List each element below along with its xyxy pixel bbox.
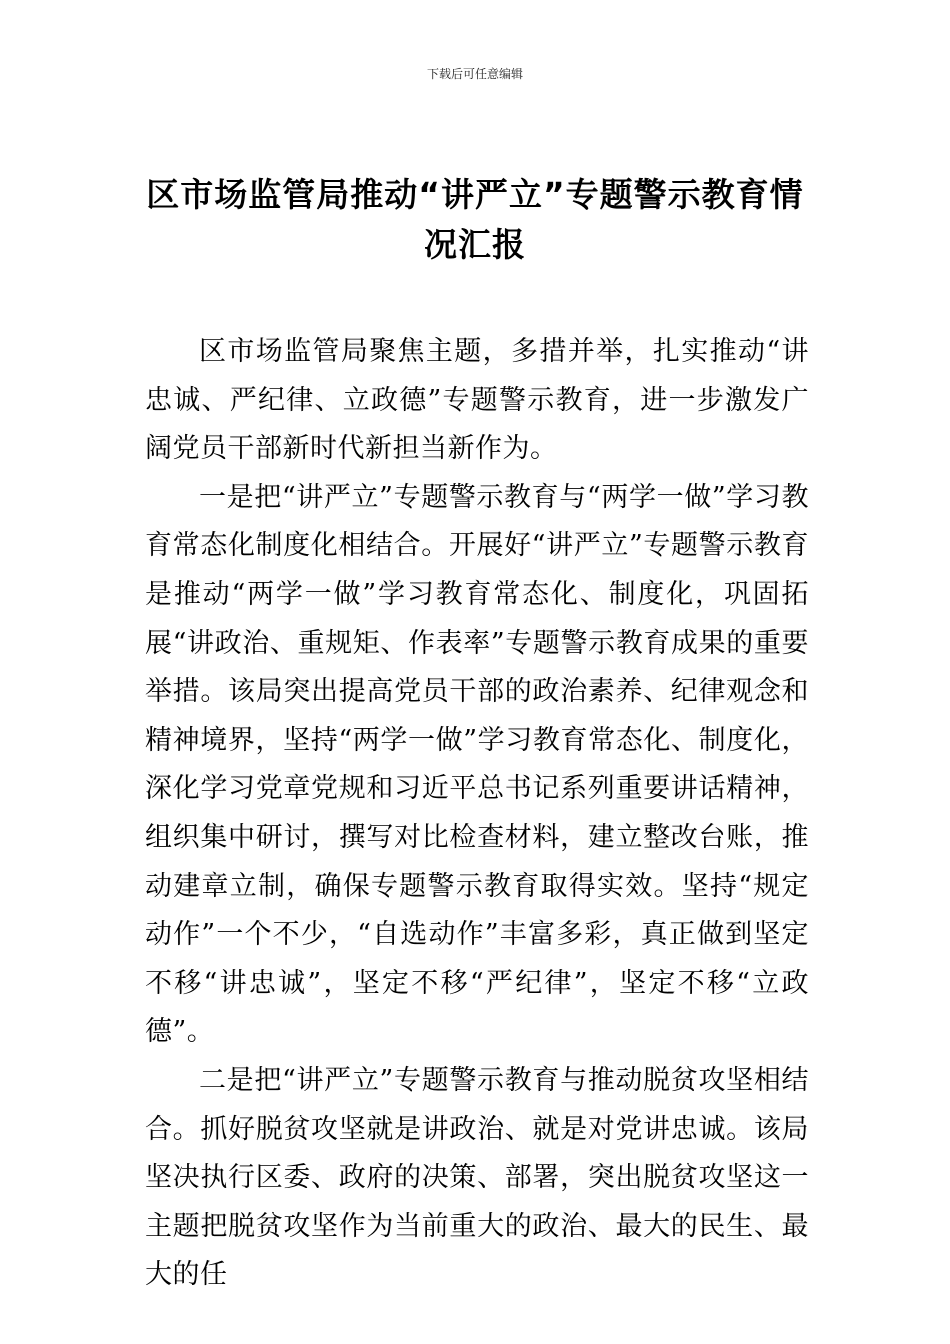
document-body [145, 328, 809, 1300]
body-paragraph-2: 一是把“讲严立”专题警示教育与“两学一做”学习教育常态化制度化相结合。开展好“讲严立”专题警示教育是推动“两学一做”学习教育常态化、制度化，巩固拓展“讲政治、重规矩、作表率”专题警示教育成果的重要举措。该局突出提高党员干部的政治素养、纪律观念和精神境界，坚持“两学一做”学习教育常态化、制度化，深化学习党章党规和习近平总书记系列重要讲话精神，组织集中研讨，撰写对比检查材料，建立整改台账，推动建章立制，确保专题警示教育取得实效。坚持“规定动作”一个不少，“自选动作”丰富多彩，真正做到坚定不移“讲忠诚”，坚定不移“严纪律”，坚定不移“立政德”。 [145, 481, 809, 1048]
body-paragraph-3: 二是把“讲严立”专题警示教育与推动脱贫攻坚相结合。抓好脱贫攻坚就是讲政治、就是对党讲忠诚。该局坚决执行区委、政府的决策、部署，突出脱贫攻坚这一主题把脱贫攻坚作为当前重大的政治、最大的民生、最大的任 [145, 1064, 809, 1291]
document-title: 区市场监管局推动“讲严立”专题警示教育情况汇报 [146, 175, 804, 264]
header-note: 下载后可任意编辑 [426, 67, 523, 81]
body-paragraph-1: 区市场监管局聚焦主题，多措并举，扎实推动“讲忠诚、严纪律、立政德”专题警示教育，进一步激发广阔党员干部新时代新担当新作为。 [145, 336, 809, 465]
